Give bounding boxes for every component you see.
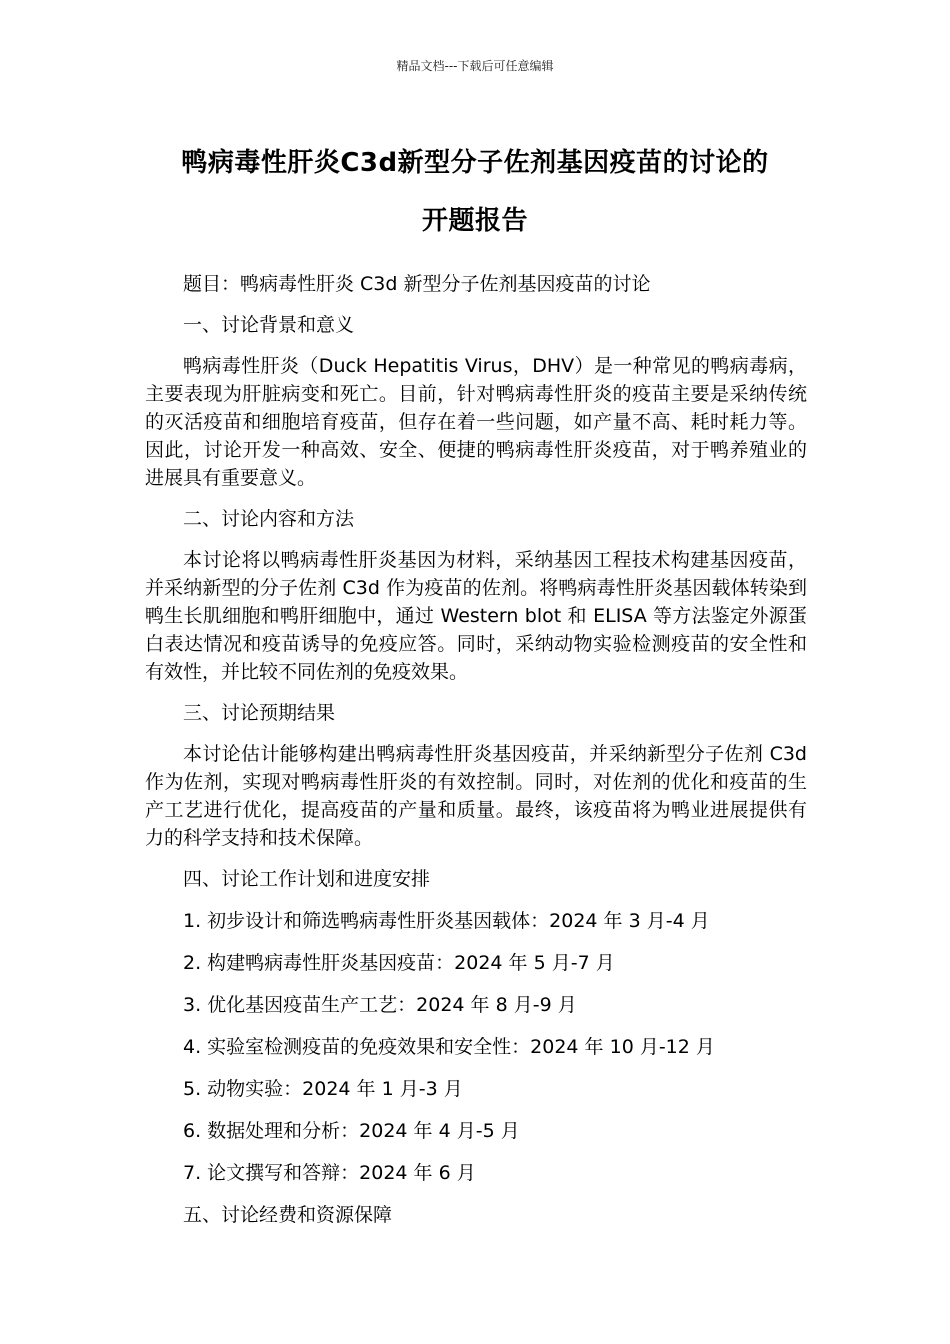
schedule-item: 6. 数据处理和分析：2024 年 4 月-5 月: [183, 1120, 520, 1142]
section-text-background: 鸭病毒性肝炎（Duck Hepatitis Virus，DHV）是一种常见的鸭病毒病，主要表现为肝脏病变和死亡。目前，针对鸭病毒性肝炎的疫苗主要是采纳传统的灭活疫苗和细胞培育疫苗，但存在着一些问题，如产量不高、耗时耗力等。因此，讨论开发一种高效、安全、便捷的鸭病毒性肝炎疫苗，对于鸭养殖业的进展具有重要意义。: [145, 355, 807, 489]
document-title: [100, 134, 850, 250]
section-heading-results: 三、讨论预期结果: [183, 702, 336, 724]
schedule-item: 7. 论文撰写和答辩：2024 年 6 月: [183, 1162, 476, 1184]
section-heading-methods: 二、讨论内容和方法: [183, 508, 355, 530]
schedule-item: 4. 实验室检测疫苗的免疫效果和安全性：2024 年 10 月-12 月: [183, 1036, 715, 1058]
document-body: [145, 270, 807, 1229]
schedule-item: 2. 构建鸭病毒性肝炎基因疫苗：2024 年 5 月-7 月: [183, 952, 615, 974]
schedule-item: 3. 优化基因疫苗生产工艺：2024 年 8 月-9 月: [183, 994, 577, 1016]
section-text-results: 本讨论估计能够构建出鸭病毒性肝炎基因疫苗，并采纳新型分子佐剂 C3d 作为佐剂，实现对鸭病毒性肝炎的有效控制。同时，对佐剂的优化和疫苗的生产工艺进行优化，提高疫苗的产量和质量。最终，该疫苗将为鸭业进展提供有力的科学支持和技术保障。: [145, 743, 807, 849]
section-text-methods: 本讨论将以鸭病毒性肝炎基因为材料，采纳基因工程技术构建基因疫苗，并采纳新型的分子佐剂 C3d 作为疫苗的佐剂。将鸭病毒性肝炎基因载体转染到鸭生长肌细胞和鸭肝细胞中，通过 Western blot 和 ELISA 等方法鉴定外源蛋白表达情况和疫苗诱导的免疫应答。同时，采纳动物实验检测疫苗的安全性和有效性，并比较不同佐剂的免疫效果。: [145, 549, 807, 683]
title-line-1: 鸭病毒性肝炎C3d新型分子佐剂基因疫苗的讨论的: [181, 148, 769, 178]
schedule-item: 5. 动物实验：2024 年 1 月-3 月: [183, 1078, 463, 1100]
page-header: 精品文档---下载后可任意编辑: [396, 59, 554, 73]
topic-line: 题目：鸭病毒性肝炎 C3d 新型分子佐剂基因疫苗的讨论: [183, 273, 651, 295]
section-heading-background: 一、讨论背景和意义: [183, 314, 355, 336]
schedule-item: 1. 初步设计和筛选鸭病毒性肝炎基因载体：2024 年 3 月-4 月: [183, 910, 710, 932]
section-heading-funding: 五、讨论经费和资源保障: [183, 1204, 393, 1226]
title-line-2: 开题报告: [421, 206, 528, 236]
section-heading-schedule: 四、讨论工作计划和进度安排: [183, 868, 431, 890]
